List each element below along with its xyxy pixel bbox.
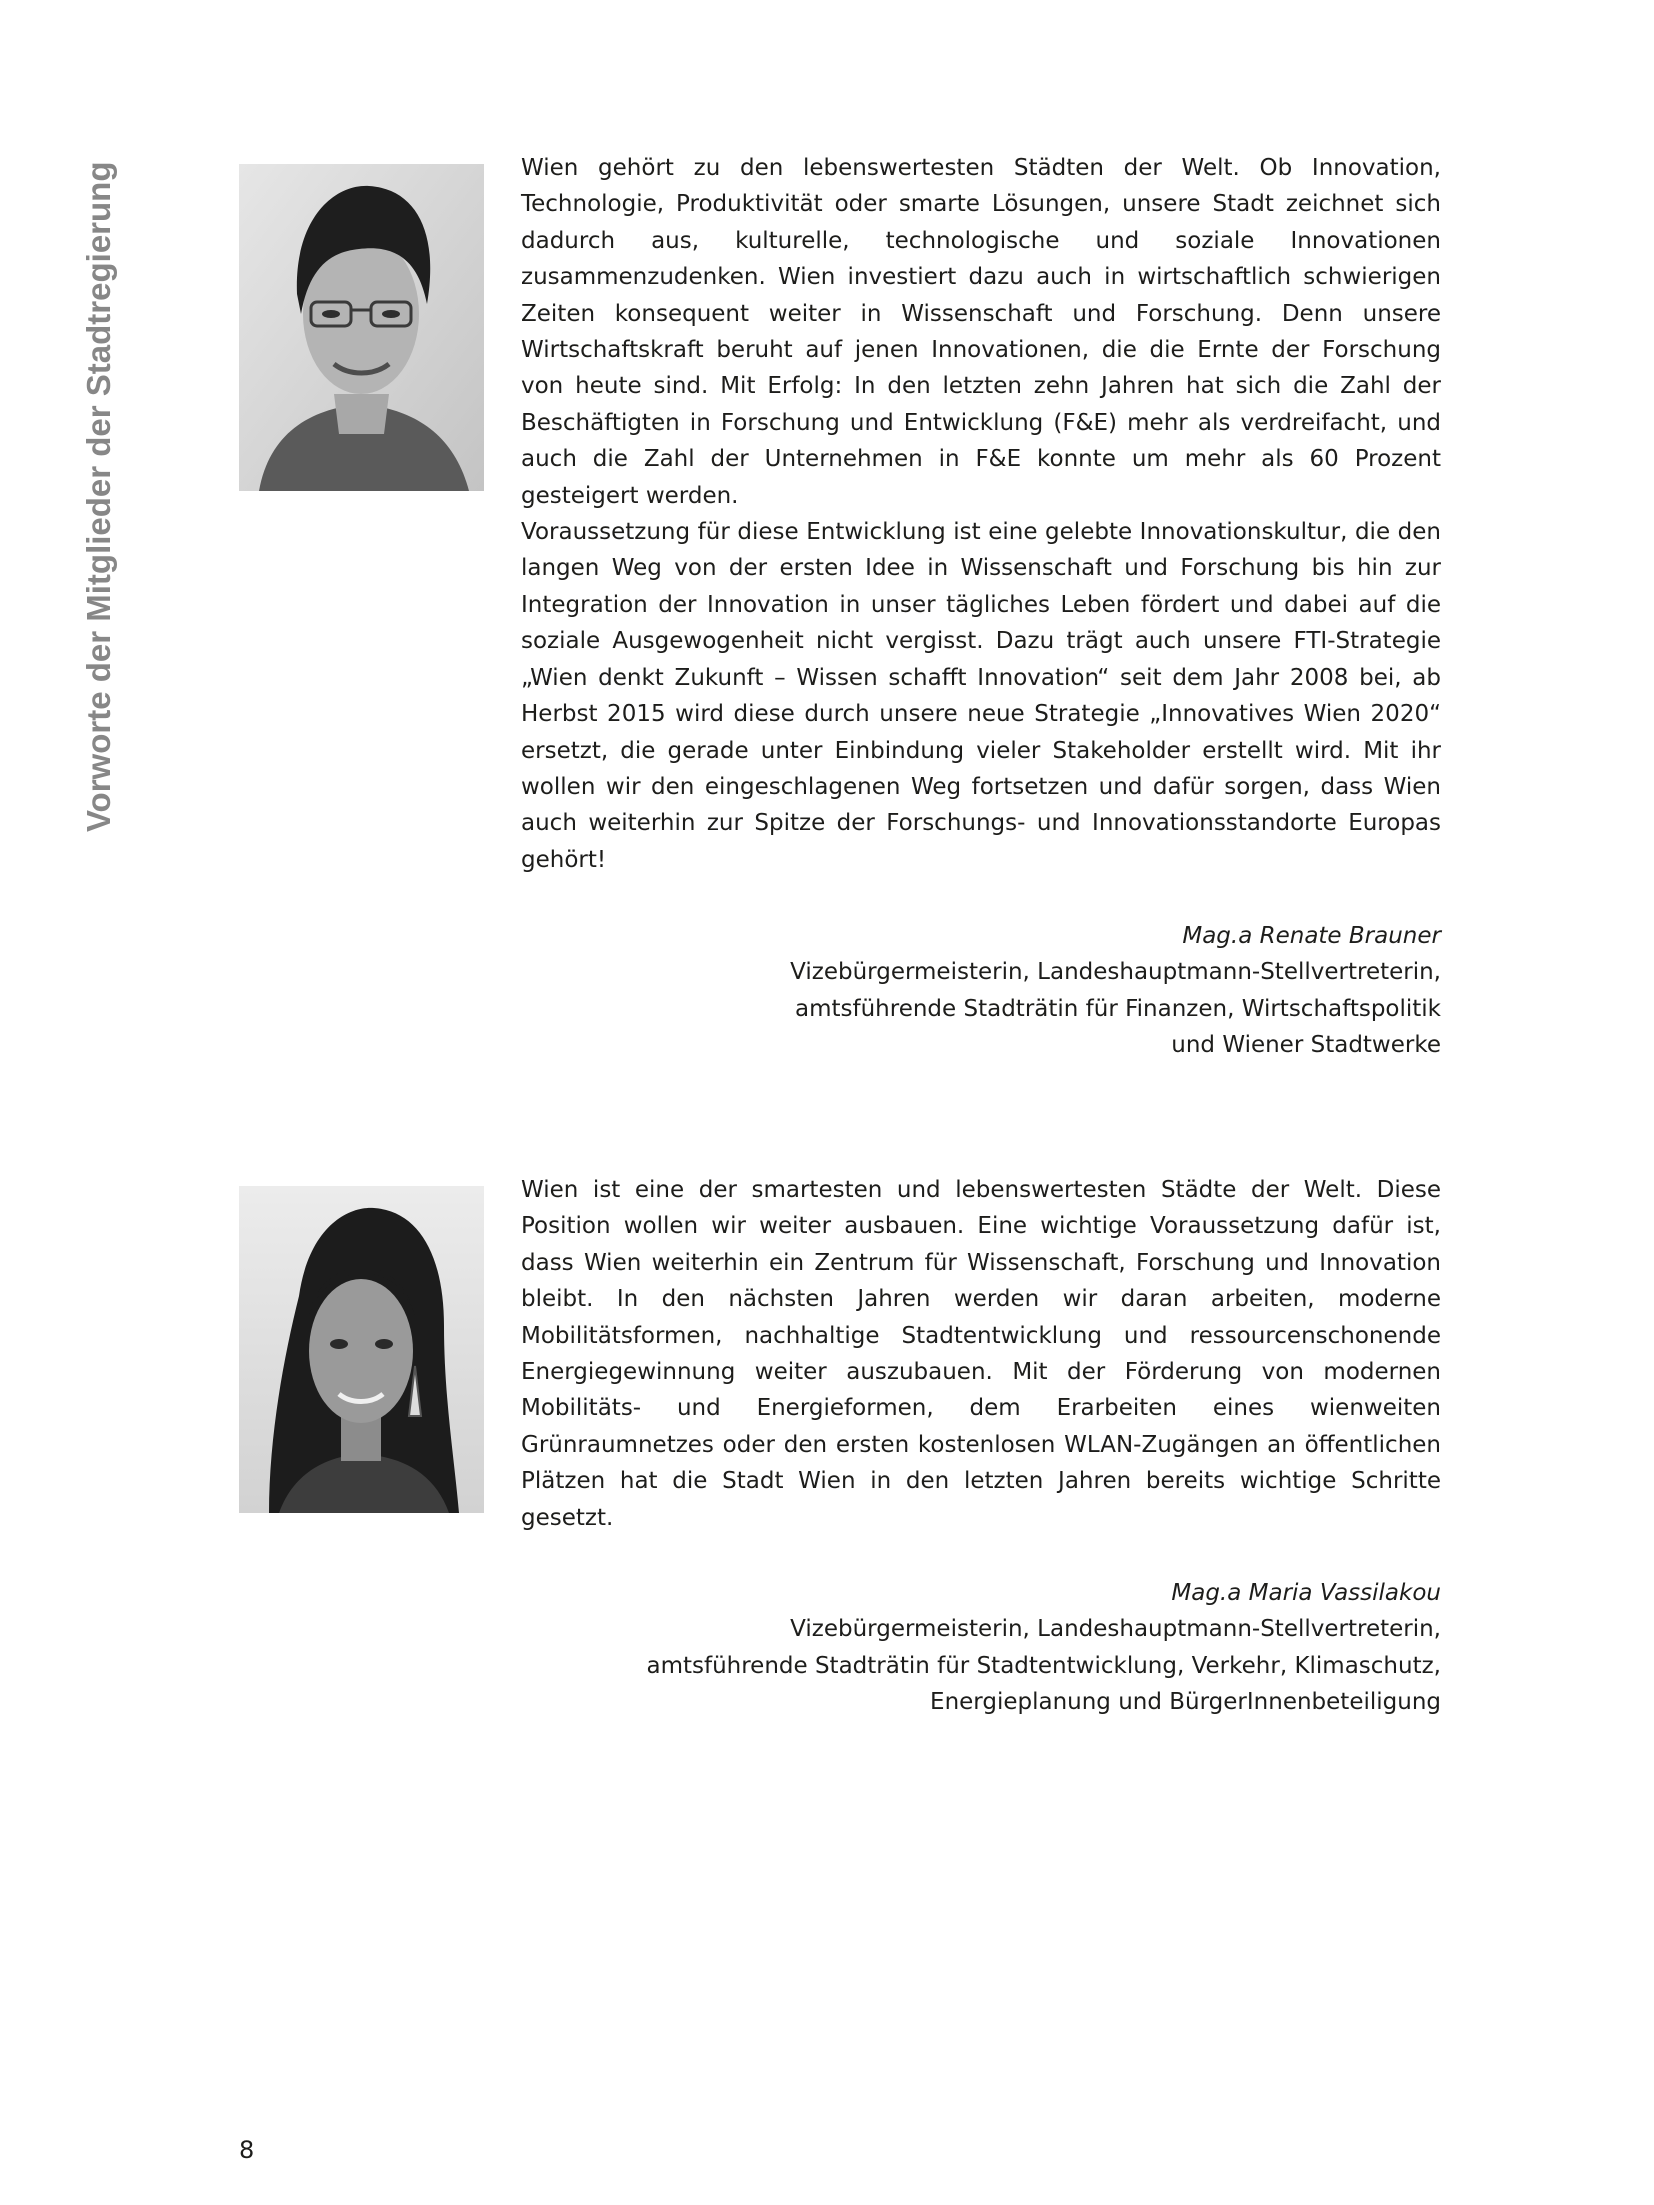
foreword-text-1 [521, 150, 1441, 878]
signature-block-1 [521, 918, 1441, 1064]
signatory-name: Mag.a Renate Brauner [1182, 923, 1441, 949]
signatory-title-line: amtsführende Stadträtin für Finanzen, Wirtschaftspolitik [795, 995, 1441, 1022]
signatory-title-line: Vizebürgermeisterin, Landeshauptmann-Stellvertreterin, [790, 1616, 1441, 1643]
portrait-renate-brauner [239, 164, 484, 491]
signatory-title-line: und Wiener Stadtwerke [1171, 1032, 1441, 1059]
signatory-name: Mag.a Maria Vassilakou [1171, 1580, 1441, 1606]
paragraph: Wien ist eine der smartesten und lebenswertesten Städte der Welt. Diese Position wollen wir weiter ausbauen. Eine wichtige Voraussetzung dafür ist, dass Wien weiterhin ein Zentrum für Wissenschaft, Forschung und Innovation bleibt. In den nächsten Jahren werden wir daran arbeiten, moderne Mobilitätsformen, nachhaltige Stadtentwicklung und ressourcenschonende Energiegewinnung weiter auszubauen. Mit der Förderung von modernen Mobilitäts- und Energieformen, dem Erarbeiten eines wienweiten Grünraumnetzes oder den ersten kostenlosen WLAN-Zugängen an öffentlichen Plätzen hat die Stadt Wien in den letzten Jahren bereits wichtige Schritte gesetzt. [521, 1177, 1441, 1531]
signature-block-2 [521, 1575, 1441, 1721]
signatory-title-line: Energieplanung und BürgerInnenbeteiligung [930, 1689, 1441, 1716]
page-number: 8 [239, 2136, 255, 2164]
signatory-title-line: Vizebürgermeisterin, Landeshauptmann-Stellvertreterin, [790, 959, 1441, 986]
paragraph: Voraussetzung für diese Entwicklung ist eine gelebte Innovationskultur, die den langen Weg von der ersten Idee in Wissenschaft und Forschung bis hin zur Integration der Innovation in unser tägliches Leben fördert und dabei auf die soziale Ausgewogenheit nicht vergisst. Dazu trägt auch unsere FTI-Strategie „Wien denkt Zukunft – Wissen schafft Innovation“ seit dem Jahr 2008 bei, ab Herbst 2015 wird diese durch unsere neue Strategie „Innovatives Wien 2020“ ersetzt, die gerade unter Einbindung vieler Stakeholder erstellt wird. Mit ihr wollen wir den eingeschlagenen Weg fortsetzen und dafür sorgen, dass Wien auch weiterhin zur Spitze der Forschungs- und Innovationsstandorte Europas gehört! [521, 519, 1441, 873]
foreword-text-2 [521, 1172, 1441, 1536]
paragraph: Wien gehört zu den lebenswertesten Städten der Welt. Ob Innovation, Technologie, Produktivität oder smarte Lösungen, unsere Stadt zeichnet sich dadurch aus, kulturelle, technologische und soziale Innovationen zusammenzudenken. Wien investiert dazu auch in wirtschaftlich schwierigen Zeiten konsequent weiter in Wissenschaft und Forschung. Denn unsere Wirtschaftskraft beruht auf jenen Innovationen, die die Ernte der Forschung von heute sind. Mit Erfolg: In den letzten zehn Jahren hat sich die Zahl der Beschäftigten in Forschung und Entwicklung (F&E) mehr als verdreifacht, und auch die Zahl der Unternehmen in F&E konnte um mehr als 60 Prozent gesteigert werden. [521, 155, 1441, 509]
portrait-maria-vassilakou [239, 1186, 484, 1513]
side-title: Vorworte der Mitglieder der Stadtregierung [80, 161, 117, 832]
signatory-title-line: amtsführende Stadträtin für Stadtentwicklung, Verkehr, Klimaschutz, [646, 1652, 1441, 1679]
